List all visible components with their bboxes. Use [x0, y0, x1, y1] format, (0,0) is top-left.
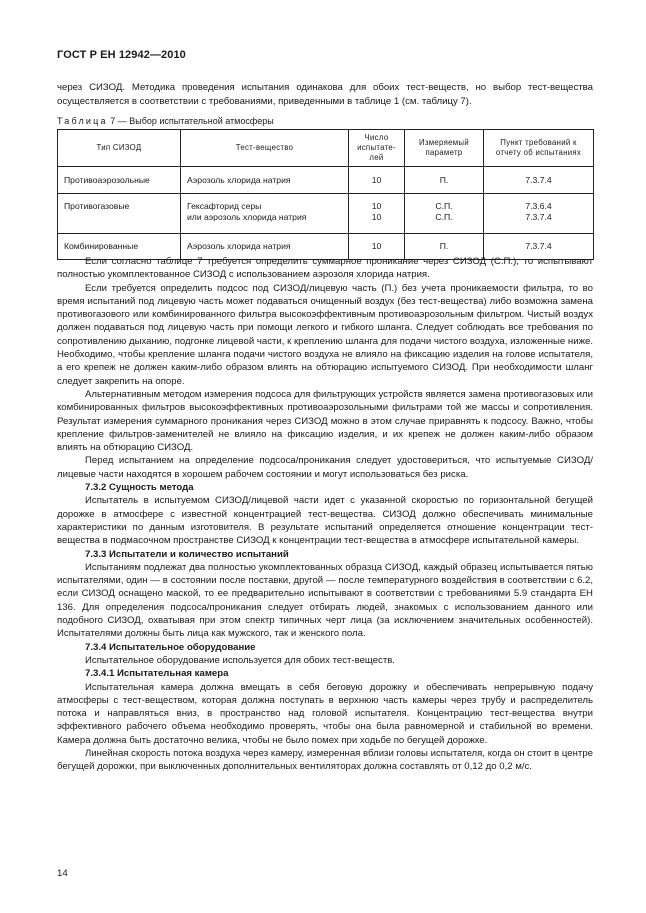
cell-type: Противоаэрозольные — [58, 167, 181, 194]
clause-line: 7.3.7.4 — [525, 212, 552, 222]
table-row — [58, 167, 594, 194]
page-number: 14 — [57, 868, 68, 879]
substance-line: или аэрозоль хлорида натрия — [187, 212, 307, 222]
page-header: ГОСТ Р ЕН 12942—2010 — [57, 49, 186, 61]
section-heading: 7.3.4 Испытательное оборудование — [85, 641, 256, 653]
table-caption-word: Таблица — [57, 116, 108, 126]
clause-line: 7.3.7.4 — [525, 241, 552, 251]
paragraph: Если требуется определить подсос под СИЗОД/лицевую часть (П.) без учета проникаемости фильтра, то во время испытаний под лицевую часть может подаваться очищенный воздух (без тест-вещества) либо возможна замена противогазового или комбинированного фильтра высокоэффективным противоаэрозольным фильтром. Чистый воздух должен подаваться под лицевую часть при помощи легкого и гибкого шланга. Следует соблюдать все требования по сопротивлению дыханию, подгонке лицевой части, к креплению шланга для подачи чистого воздуха, изложенные ниже. Необходимо, чтобы крепление шланга подачи чистого воздуха не влияло на фиксацию изделия на голове испытателя, а его крепеж не должен каким-либо образом влиять на обтюрацию испытуемого СИЗОД. При необходимости шланг следует закрепить на опоре. — [57, 282, 593, 387]
table-row — [58, 194, 594, 234]
substance-line: Аэрозоль хлорида натрия — [187, 241, 291, 251]
cell-clause — [484, 194, 594, 234]
cell-type: Комбинированные — [58, 234, 181, 260]
parameter-line: П. — [439, 175, 449, 185]
cell-type: Противогазовые — [58, 194, 181, 234]
parameter-line: С.П. — [435, 201, 453, 211]
count-line: 10 — [371, 175, 382, 185]
count-line: 10 — [371, 201, 382, 211]
cell-count — [349, 194, 405, 234]
count-line: 10 — [371, 212, 382, 222]
header-type: Тип СИЗОД — [58, 130, 181, 167]
cell-count — [349, 167, 405, 194]
paragraph: Испытаниям подлежат два полностью укомплектованных образца СИЗОД, каждый образец испытывается пятью испытателями, один — в состоянии после поставки, другой — после температурного воздействия в соответствии с 6.2, если СИЗОД оснащено маской, то ее предварительно испытывают в соответствии с требованиями 5.9 стандарта ЕН 136. Для определения подсоса/проникания следует отбирать людей, знакомых с использованием данного или подобного СИЗОД, охватывая при этом спектр типичных черт лица (за исключением значительных особенностей). Испытателями должны быть лица как мужского, так и женского пола. — [57, 561, 593, 640]
count-line: 10 — [371, 241, 382, 251]
header-clause: Пункт требований к отчету об испытаниях — [484, 130, 594, 167]
cell-clause — [484, 167, 594, 194]
cell-substance — [181, 167, 349, 194]
paragraph: Испытатель в испытуемом СИЗОД/лицевой части идет с указанной скоростью по горизонтальной бегущей дорожке в атмосфере с известной концентрацией тест-вещества. СИЗОД должно обеспечивать минимальные характеристики по данным изготовителя. В результате испытаний определяется отношение концентрации тест-вещества в подмасочном пространстве СИЗОД к концентрации тест-вещества в атмосфере испытательной камеры. — [57, 495, 593, 547]
section-heading: 7.3.4.1 Испытательная камера — [85, 668, 229, 680]
paragraph: Испытательное оборудование используется для обоих тест-веществ. — [85, 654, 395, 666]
intro-paragraph: через СИЗОД. Методика проведения испытания одинакова для обоих тест-веществ, но выбор тест-вещества осуществляется в соответствии с требованиями, приведенными в таблице 1 (см. таблицу 7). — [57, 82, 593, 107]
header-parameter: Измеряемый параметр — [405, 130, 484, 167]
table-caption — [57, 116, 274, 126]
cell-parameter — [405, 167, 484, 194]
parameter-line: П. — [439, 241, 449, 251]
paragraph: Если согласно таблице 7 требуется определить суммарное проникание через СИЗОД (С.П.), то испытывают полностью укомплектованное СИЗОД с использованием аэрозоля хлорида натрия. — [57, 256, 593, 281]
section-heading: 7.3.3 Испытатели и количество испытаний — [85, 548, 289, 560]
paragraph: Испытательная камера должна вмещать в себя беговую дорожку и обеспечивать непрерывную подачу атмосферы с тест-веществом, которая должна поступать в верхнюю часть камеры через трубу и распределитель потока и направляться вниз, в пространство над головой испытателя. Концентрацию тест-вещества внутри эффективного рабочего объема необходимо проверять, чтобы она была равномерной и стабильной во времени. Камера должна быть достаточно велика, чтобы не было помех при ходьбе по бегущей дорожке. — [57, 681, 593, 746]
selection-table — [57, 129, 594, 260]
cell-substance — [181, 194, 349, 234]
cell-parameter — [405, 194, 484, 234]
clause-line: 7.3.6.4 — [525, 201, 552, 211]
body-text — [57, 255, 593, 774]
paragraph: Перед испытанием на определение подсоса/проникания следует удостовериться, что испытуемые СИЗОД/лицевые части находятся в хорошем рабочем состоянии и могут использоваться без риска. — [57, 455, 593, 480]
parameter-line: С.П. — [435, 212, 453, 222]
table-header-row — [58, 130, 594, 167]
paragraph: Линейная скорость потока воздуха через камеру, измеренная вблизи головы испытателя, когда он стоит в центре бегущей дорожки, при выключенных дополнительных вентиляторах должна составлять от 0,12 до 0,2 м/с. — [57, 747, 593, 773]
substance-line: Аэрозоль хлорида натрия — [187, 175, 291, 185]
substance-line: Гексафторид серы — [187, 201, 262, 211]
paragraph: Альтернативным методом измерения подсоса для фильтрующих устройств является замена противогазовых или комбинированных фильтров высокоэффективных противоаэрозольными фильтрами той же массы и сопротивления. Результат измерения суммарного проникания через СИЗОД можно в этом случае приравнять к подсосу. Важно, чтобы крепление фильтров-заменителей не влияло на фиксацию изделия, и их крепеж не должен каким-либо образом влиять на обтюрацию СИЗОД. — [57, 388, 593, 454]
header-count: Число испытате-лей — [349, 130, 405, 167]
section-heading: 7.3.2 Сущность метода — [85, 482, 194, 494]
table-caption-title: 7 — Выбор испытательной атмосферы — [110, 116, 274, 126]
clause-line: 7.3.7.4 — [525, 175, 552, 185]
header-substance: Тест-вещество — [181, 130, 349, 167]
